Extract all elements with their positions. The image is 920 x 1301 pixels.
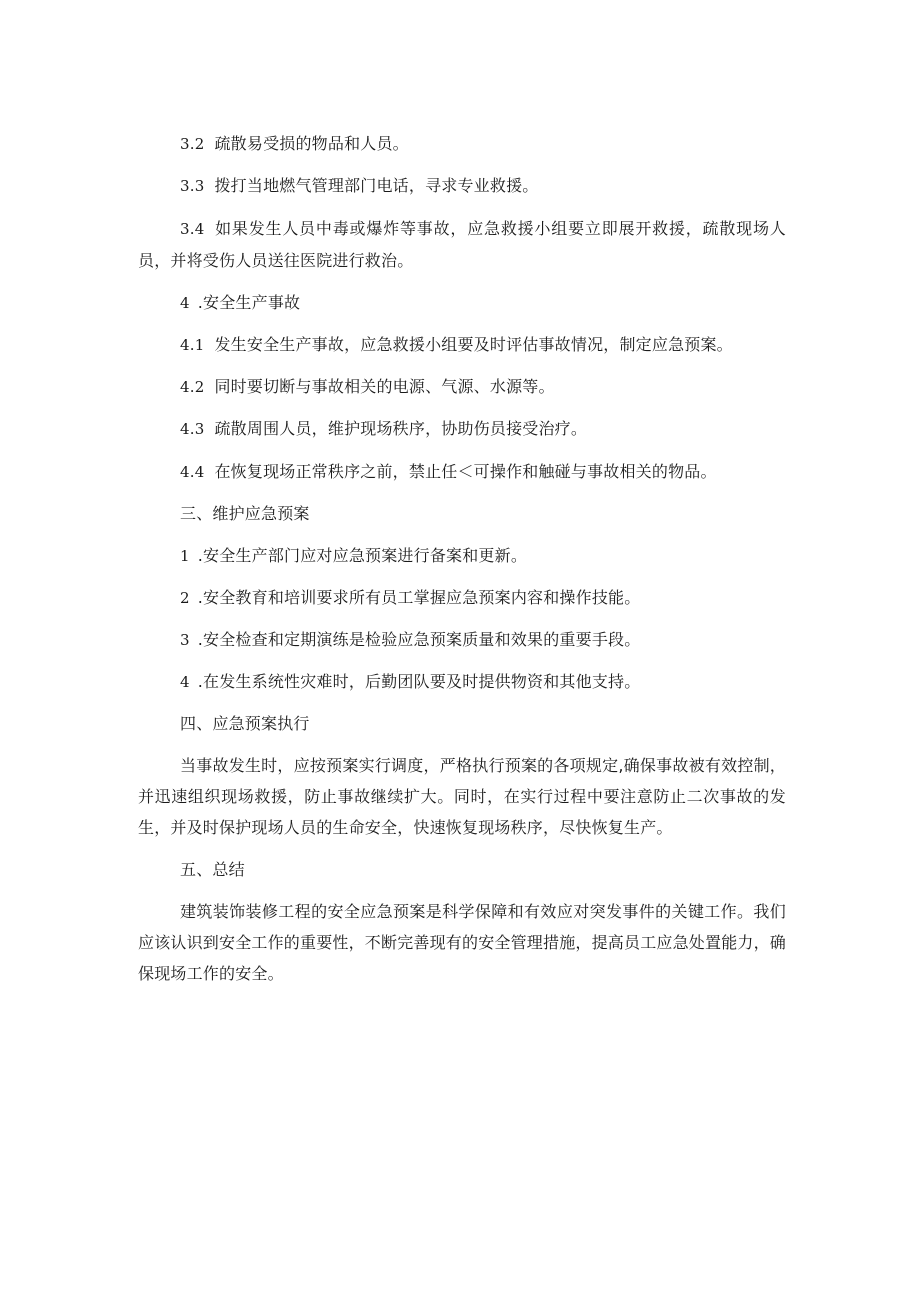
paragraph-4-1 [138, 329, 786, 361]
item-number: 4.2 [180, 378, 205, 396]
heading-text: 三、维护应急预案 [180, 504, 310, 523]
item-number: 3.3 [180, 177, 205, 195]
list-item-4 [138, 666, 786, 698]
item-number: 4.4 [180, 463, 205, 481]
paragraph-text: 疏散易受损的物品和人员。 [214, 134, 409, 153]
paragraph-text: 疏散周围人员，维护现场秩序，协助伤员接受治疗。 [214, 419, 588, 438]
paragraph-text: 当事故发生时，应按预案实行调度，严格执行预案的各项规定,确保事故被有效控制，并迅速组织现场救援，防止事故继续扩大。同时，在实行过程中要注意防止二次事故的发生，并及时保护现场人员的生命安全，快速恢复现场秩序，尽快恢复生产。 [138, 756, 786, 837]
list-item-3 [138, 624, 786, 656]
section-heading-3 [138, 498, 786, 529]
paragraph-text: 拨打当地燃气管理部门电话，寻求专业救援。 [214, 176, 539, 195]
item-number: 1 [180, 547, 190, 565]
item-number: 2 [180, 589, 190, 607]
document-body [138, 128, 786, 989]
paragraph-4-3 [138, 413, 786, 445]
item-number: 4 [180, 294, 190, 312]
paragraph-text: 如果发生人员中毒或爆炸等事故，应急救援小组要立即展开救援，疏散现场人员，并将受伤人员送往医院进行救治。 [138, 219, 786, 270]
paragraph-text: 同时要切断与事故相关的电源、气源、水源等。 [214, 377, 555, 396]
item-number: 4 [180, 673, 190, 691]
list-item-2 [138, 582, 786, 614]
paragraph-execution [138, 750, 786, 843]
paragraph-text: .在发生系统性灾难时，后勤团队要及时提供物资和其他支持。 [197, 672, 641, 691]
paragraph-text: .安全检查和定期演练是检验应急预案质量和效果的重要手段。 [197, 630, 641, 649]
item-number: 4.1 [180, 336, 205, 354]
paragraph-text: .安全教育和培训要求所有员工掌握应急预案内容和操作技能。 [197, 588, 641, 607]
paragraph-text: 在恢复现场正常秩序之前，禁止任＜可操作和触碰与事故相关的物品。 [214, 462, 717, 481]
item-number: 3 [180, 631, 190, 649]
section-heading-5 [138, 854, 786, 885]
item-number: 3.4 [180, 220, 205, 238]
item-number: 4.3 [180, 420, 205, 438]
paragraph-text: .安全生产事故 [197, 293, 301, 312]
paragraph-text: 发生安全生产事故，应急救援小组要及时评估事故情况，制定应急预案。 [214, 335, 733, 354]
section-heading-4-execution [138, 708, 786, 739]
paragraph-4-4 [138, 456, 786, 488]
list-item-1 [138, 540, 786, 572]
item-number: 3.2 [180, 135, 205, 153]
paragraph-3-3 [138, 170, 786, 202]
heading-text: 四、应急预案执行 [180, 714, 310, 733]
paragraph-text: .安全生产部门应对应急预案进行备案和更新。 [197, 546, 528, 565]
paragraph-4-2 [138, 371, 786, 403]
heading-text: 五、总结 [180, 860, 245, 879]
paragraph-summary [138, 896, 786, 989]
paragraph-3-2 [138, 128, 786, 160]
paragraph-text: 建筑装饰装修工程的安全应急预案是科学保障和有效应对突发事件的关键工作。我们应该认识到安全工作的重要性，不断完善现有的安全管理措施，提高员工应急处置能力，确保现场工作的安全。 [138, 902, 787, 983]
section-heading-4 [138, 287, 786, 319]
paragraph-3-4 [138, 213, 786, 276]
